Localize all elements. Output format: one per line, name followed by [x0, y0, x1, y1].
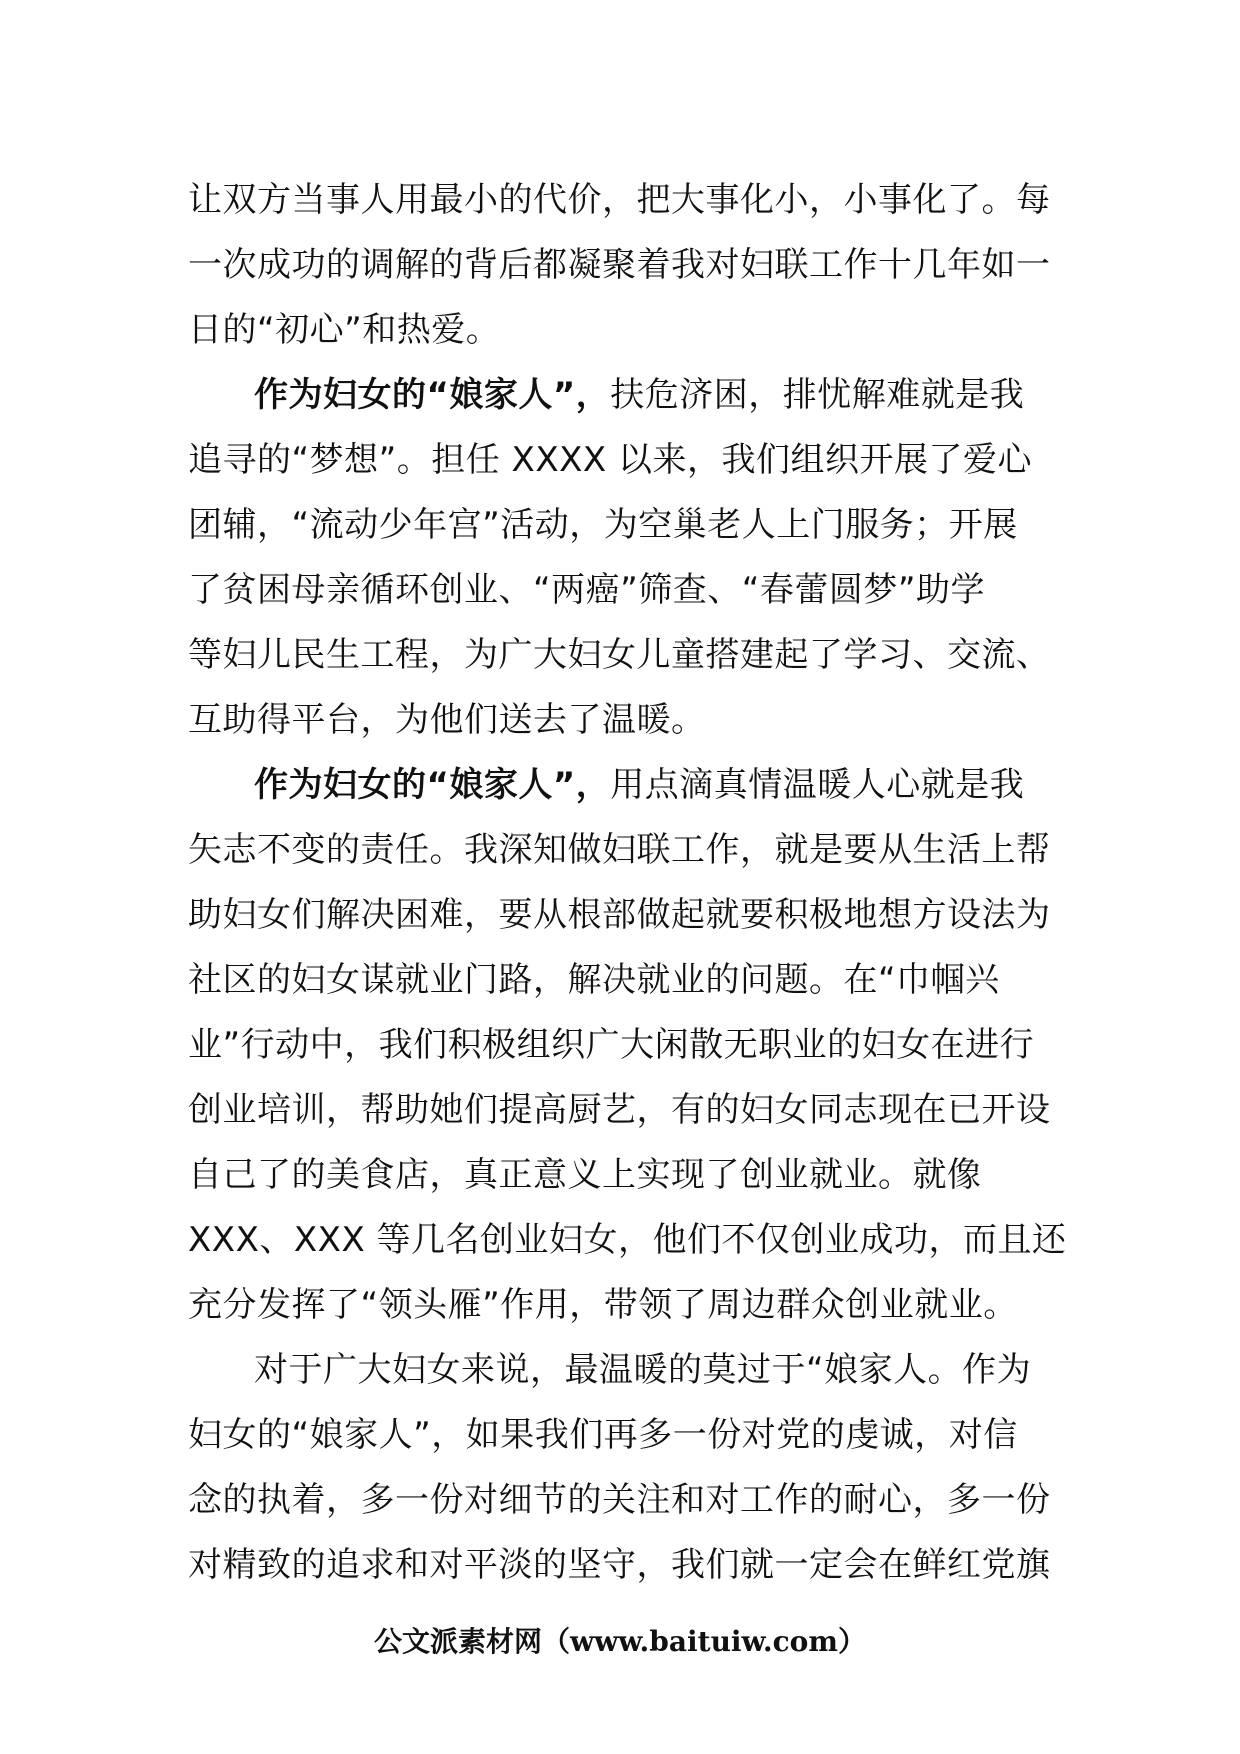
paragraph-line: 团辅，“流动少年宫”活动，为空巢老人上门服务；开展 [188, 505, 1018, 545]
paragraph-line: 助妇女们解决困难，要从根部做起就要积极地想方设法为 [188, 895, 1051, 935]
paragraph-line: 创业培训，帮助她们提高厨艺，有的妇女同志现在已开设 [188, 1090, 1051, 1130]
paragraph-line-text: 用点滴真情温暖人心就是我 [610, 765, 1025, 805]
paragraph-lead: 作为妇女的“娘家人”， [254, 375, 611, 415]
paragraph-line: 自己了的美食店，真正意义上实现了创业就业。就像 [188, 1155, 982, 1195]
paragraph-line: 充分发挥了“领头雁”作用，带领了周边群众创业就业。 [188, 1285, 1018, 1325]
paragraph-line: 了贫困母亲循环创业、“两癌”筛查、“春蕾圆梦”助学 [188, 570, 985, 610]
footer-text: 公文派素材网（www.baituiw.com） [374, 1625, 866, 1658]
paragraph-3 [188, 753, 1068, 1338]
paragraph-2 [188, 363, 1068, 753]
paragraph-1 [188, 168, 1068, 363]
paragraph-line: XXX、XXX 等几名创业妇女，他们不仅创业成功，而且还 [188, 1220, 1067, 1260]
paragraph-line: 业”行动中，我们积极组织广大闲散无职业的妇女在进行 [188, 1025, 1035, 1065]
page-footer [0, 1622, 1240, 1662]
paragraph-line: 让双方当事人用最小的代价，把大事化小，小事化了。每 [188, 180, 1051, 220]
paragraph-line: 社区的妇女谋就业门路，解决就业的问题。在“巾帼兴 [188, 960, 1000, 1000]
paragraph-first-line [188, 753, 1068, 818]
paragraph-line-text: 扶危济困，排忧解难就是我 [610, 375, 1025, 415]
paragraph-line: 日的“初心”和热爱。 [188, 310, 501, 350]
paragraph-line: 互助得平台，为他们送去了温暖。 [188, 700, 706, 740]
paragraph-line: 追寻的“梦想”。担任 XXXX 以来，我们组织开展了爱心 [188, 440, 1033, 480]
paragraph-line: 对精致的追求和对平淡的坚守，我们就一定会在鲜红党旗 [188, 1545, 1051, 1585]
paragraph-4 [188, 1338, 1068, 1598]
paragraph-first-line [188, 363, 1068, 428]
document-body [188, 168, 1068, 1598]
paragraph-line: 妇女的“娘家人”，如果我们再多一份对党的虔诚，对信 [188, 1415, 1018, 1455]
paragraph-line: 等妇儿民生工程，为广大妇女儿童搭建起了学习、交流、 [188, 635, 1051, 675]
paragraph-line: 一次成功的调解的背后都凝聚着我对妇联工作十几年如一 [188, 245, 1051, 285]
paragraph-line: 矢志不变的责任。我深知做妇联工作，就是要从生活上帮 [188, 830, 1051, 870]
paragraph-lead: 作为妇女的“娘家人”， [254, 765, 611, 805]
paragraph-line: 对于广大妇女来说，最温暖的莫过于“娘家人。作为 [254, 1350, 1032, 1390]
paragraph-line: 念的执着，多一份对细节的关注和对工作的耐心，多一份 [188, 1480, 1051, 1520]
